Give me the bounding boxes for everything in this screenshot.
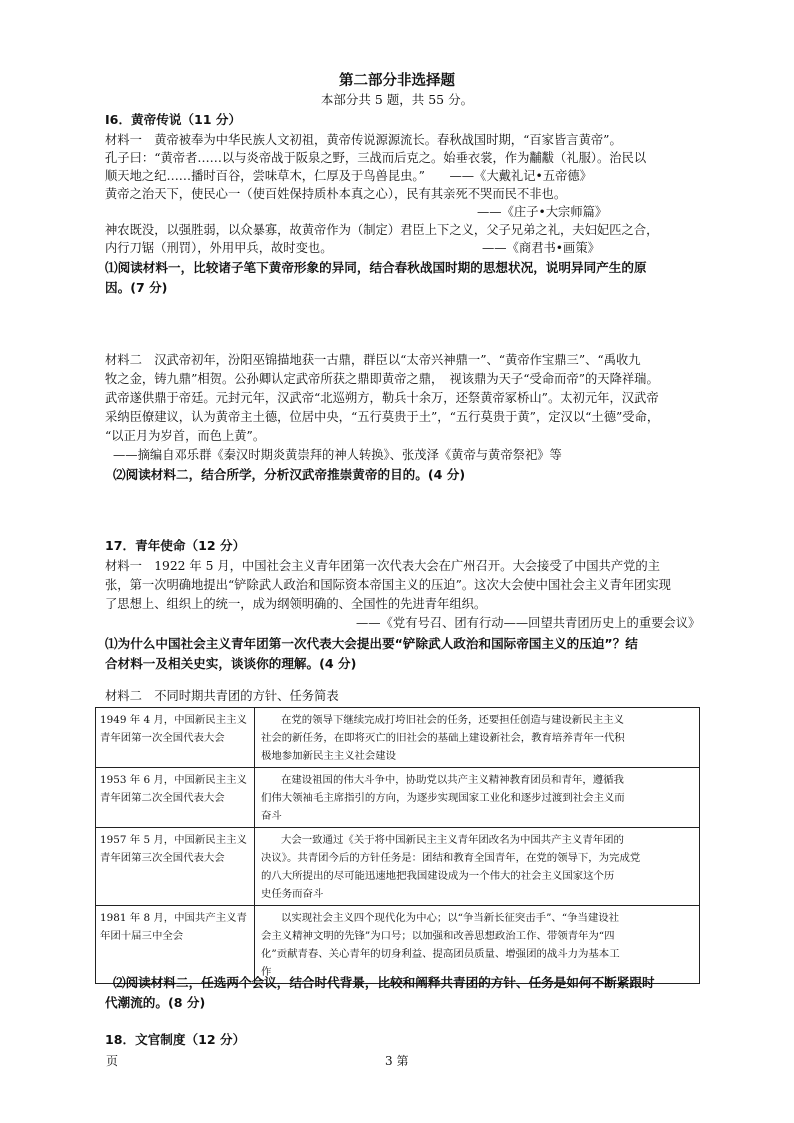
youth-league-tasks-table [95,707,700,984]
q17-heading: 17．青年使命（12 分） [105,538,246,553]
task-line: 在建设祖国的伟大斗争中，协助党以共产主义精神教育团员和青年，遵循我 [281,774,624,786]
q17-material1-line1: 材料一 1922 年 5 月，中国社会主义青年团第一次代表大会在广州召开。大会接受了中国共产党的主 [105,559,661,573]
task-line: 在党的领导下继续完成打垮旧社会的任务，还要担任创造与建设新民主主义 [281,714,624,726]
task-line: 们伟大领袖毛主席指引的方向，为逐步实现国家工业化和逐步过渡到社会主义而 [261,792,625,804]
task-cell [255,828,700,906]
q17-material1-source: ——《党有号召、团有行动——回望共青团历史上的重要会议》 [356,616,701,630]
meeting-line: 年团十届三中全会 [100,930,184,942]
task-line: 以实现社会主义四个现代化为中心；以“争当新长征突击手”、“争当建设社 [281,912,620,924]
footer-left: 页 [106,1054,119,1068]
q16-material2-line5: “以正月为岁首，而色上黄”。 [105,429,266,443]
task-cell [255,768,700,828]
q17-subq1-line1: ⑴为什么中国社会主义青年团第一次代表大会提出要“铲除武人政治和国际帝国主义的压迫”？结 [105,636,638,651]
meeting-cell [96,906,255,984]
q16-material1-line4: 黄帝之治天下，使民心一（使百姓保持质朴本真之心），民有其亲死不哭而民不非也。 [105,187,567,201]
q16-material1-line3: 顺天地之纪……播时百谷，尝味草木，仁厚及于鸟兽昆虫。” ——《大戴礼记•五帝德》 [105,169,592,183]
task-cell [255,708,700,768]
q16-material1-source2: ——《庄子•大宗师篇》 [477,205,608,219]
q16-material1-line6: 内行刀锯（刑罚），外用甲兵，故时变也。 [105,241,333,255]
meeting-cell [96,708,255,768]
meeting-line: 青年团第二次全国代表大会 [100,792,225,804]
q16-subq1-line1: ⑴阅读材料一，比较诸子笔下黄帝形象的异同，结合春秋战国时期的思想状况，说明异同产生的原 [105,260,647,275]
meeting-line: 1953 年 6 月，中国新民主主义 [100,774,247,786]
task-line: 会主义精神文明的先锋”为口号；以加强和改善思想政治工作、带领青年为“四 [261,930,615,942]
table-row [96,906,700,984]
table-row [96,708,700,768]
task-line: 的八大所提出的尽可能迅速地把我国建设成为一个伟大的社会主义国家这个历 [261,870,615,882]
task-line: 社会的新任务，在即将灭亡的旧社会的基础上建设新社会，教育培养青年一代积 [261,732,625,744]
q16-material1-line5: 神农既没，以强胜弱，以众暴寡，故黄帝作为（制定）君臣上下之义，父子兄弟之礼，夫妇妃匹之合， [105,223,659,237]
q16-material2-line1: 材料二 汉武帝初年，汾阳巫锦描地获一古鼎，群臣以“太帝兴神鼎一”、“黄帝作宝鼎三”、“禹收九 [105,353,641,367]
table-row [96,768,700,828]
footer-page-number: 3 第 [385,1054,409,1068]
q16-material1-source3: ——《商君书•画策》 [482,241,600,255]
q17-subq2-line2: 代潮流的。(8 分) [105,995,206,1010]
q16-material2-line2: 牧之金，铸九鼎”相贺。公孙卿认定武帝所获之鼎即黄帝之鼎， 视该鼎为天子“受命而帝”的天降祥瑞。 [105,372,659,386]
meeting-line: 1981 年 8 月，中国共产主义青 [100,912,247,924]
task-line: 决议》。共青团今后的方针任务是：团结和教育全国青年，在党的领导下，为完成党 [261,852,641,864]
q17-material1-line2: 张，第一次明确地提出“铲除武人政治和国际资本帝国主义的压迫”。这次大会使中国社会主义青年团实现 [105,578,671,592]
q17-subq1-line2: 合材料一及相关史实，谈谈你的理解。(4 分) [105,656,357,671]
q16-material2-line3: 武帝遂供鼎于帝廷。元封元年，汉武帝“北巡朔方，勒兵十余万，还祭黄帝冢桥山”。太初元年，汉武帝 [105,391,659,405]
q17-subq2-line1: ⑵阅读材料二，任选两个会议，结合时代背景，比较和阐释共青团的方针、任务是如何不断紧跟时 [113,975,655,990]
q16-material2-line4: 采纳臣僚建议，认为黄帝主土德，位居中央，“五行莫贵于土”，“五行莫贵于黄”，定汉以“土德”受命， [105,410,660,424]
task-line: 作 [261,966,272,978]
meeting-cell [96,768,255,828]
q16-subq2: ⑵阅读材料二，结合所学，分析汉武帝推崇黄帝的目的。(4 分) [113,467,466,482]
q17-material2-title: 材料二 不同时期共青团的方针、任务简表 [105,689,339,703]
q18-heading: 18．文官制度（12 分） [105,1032,246,1047]
meeting-line: 1949 年 4 月，中国新民主主义 [100,714,247,726]
meeting-cell [96,828,255,906]
q16-material2-source: ——摘编自邓乐群《秦汉时期炎黄崇拜的神人转换》、张茂泽《黄帝与黄帝祭祀》等 [113,448,562,462]
section-subtitle: 本部分共 5 题，共 55 分。 [320,92,474,107]
section-title: 第二部分非选择题 [339,73,455,89]
meeting-line: 青年团第三次全国代表大会 [100,852,225,864]
task-line: 奋斗 [261,810,282,822]
q16-subq1-line2: 因。(7 分) [105,280,168,295]
meeting-line: 青年团第一次全国代表大会 [100,732,225,744]
meeting-line: 1957 年 5 月，中国新民主主义 [100,834,247,846]
q16-heading: I6．黄帝传说（11 分） [105,112,242,127]
q17-material1-line3: 了思想上、组织上的统一，成为纲领明确的、全国性的先进青年组织。 [105,597,487,611]
q16-material1-line1: 材料一 黄帝被奉为中华民族人文初祖，黄帝传说源源流长。春秋战国时期，“百家皆言黄帝”。 [105,133,622,147]
task-cell [255,906,700,984]
task-line: 化”贡献青春、关心青年的切身利益、提高团员质量、增强团的战斗力为基本工 [261,948,620,960]
q16-material1-line2: 孔子曰：“黄帝者……以与炎帝战于阪泉之野，三战而后克之。始垂衣裳，作为黼黻（礼服）。治民以 [105,151,647,165]
task-line: 史任务而奋斗 [261,888,324,900]
task-line: 大会一致通过《关于将中国新民主主义青年团改名为中国共产主义青年团的 [281,834,624,846]
table-row [96,828,700,906]
task-line: 极地参加新民主主义社会建设 [261,750,397,762]
